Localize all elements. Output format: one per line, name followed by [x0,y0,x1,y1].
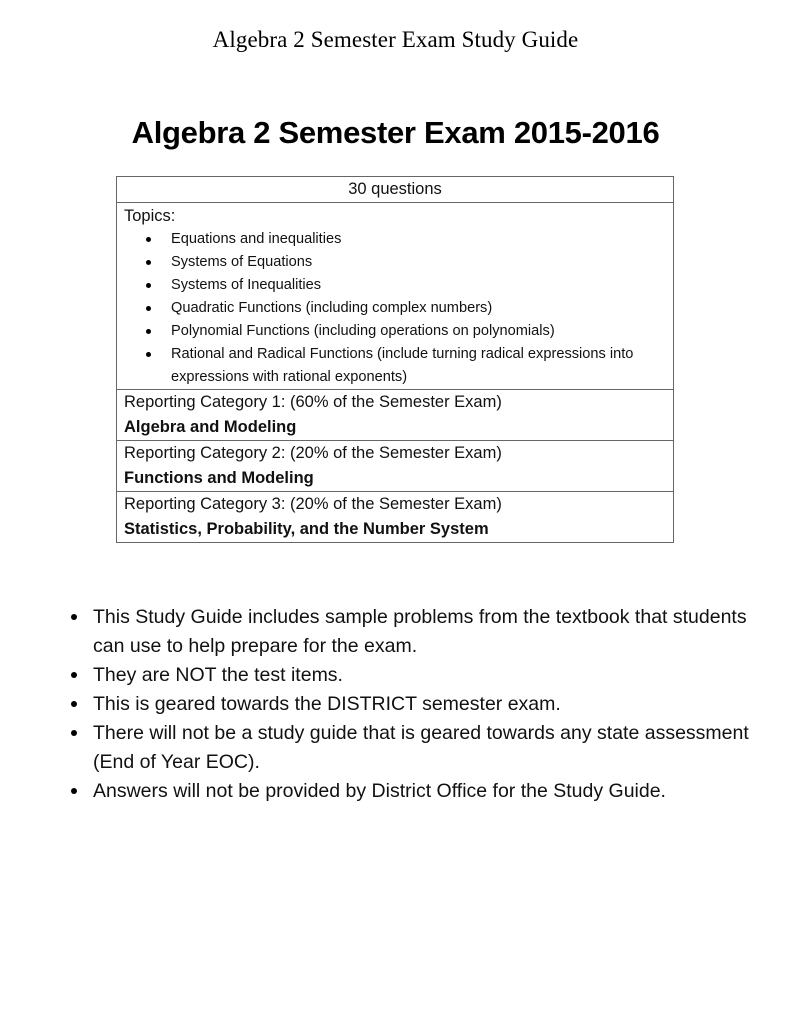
topic-item: Systems of Inequalities [171,274,666,297]
reporting-category-row [117,390,674,441]
topics-cell [117,203,674,390]
reporting-category-cell [117,441,674,492]
topic-item: Systems of Equations [171,251,666,274]
topics-label: Topics: [124,207,176,225]
reporting-category-name: Statistics, Probability, and the Number System [124,520,489,538]
topic-item: Polynomial Functions (including operations on polynomials) [171,320,666,343]
reporting-category-row [117,441,674,492]
note-item: This Study Guide includes sample problems from the textbook that students can use to help prepare for the exam. [70,603,750,661]
question-count-row [117,177,674,203]
note-item: They are NOT the test items. [70,661,750,690]
notes-list [70,603,750,806]
reporting-category-cell [117,492,674,543]
page-title: Algebra 2 Semester Exam 2015-2016 [131,115,660,150]
topic-item: Rational and Radical Functions (include turning radical expressions into expressions with rational exponents) [171,343,666,389]
topic-item: Equations and inequalities [171,228,666,251]
running-header: Algebra 2 Semester Exam Study Guide [212,27,579,52]
reporting-category-label: Reporting Category 3: (20% of the Semester Exam) [124,495,502,513]
reporting-category-name: Functions and Modeling [124,469,314,487]
reporting-category-label: Reporting Category 2: (20% of the Semester Exam) [124,444,502,462]
topics-list [124,228,666,389]
note-item: This is geared towards the DISTRICT semester exam. [70,690,750,719]
reporting-category-row [117,492,674,543]
note-item: Answers will not be provided by District Office for the Study Guide. [70,777,750,806]
question-count: 30 questions [117,177,674,203]
reporting-category-label: Reporting Category 1: (60% of the Semester Exam) [124,393,502,411]
note-item: There will not be a study guide that is geared towards any state assessment (End of Year EOC). [70,719,750,777]
reporting-category-cell [117,390,674,441]
topics-row [117,203,674,390]
exam-summary-table [116,176,674,543]
reporting-category-name: Algebra and Modeling [124,418,297,436]
topic-item: Quadratic Functions (including complex numbers) [171,297,666,320]
